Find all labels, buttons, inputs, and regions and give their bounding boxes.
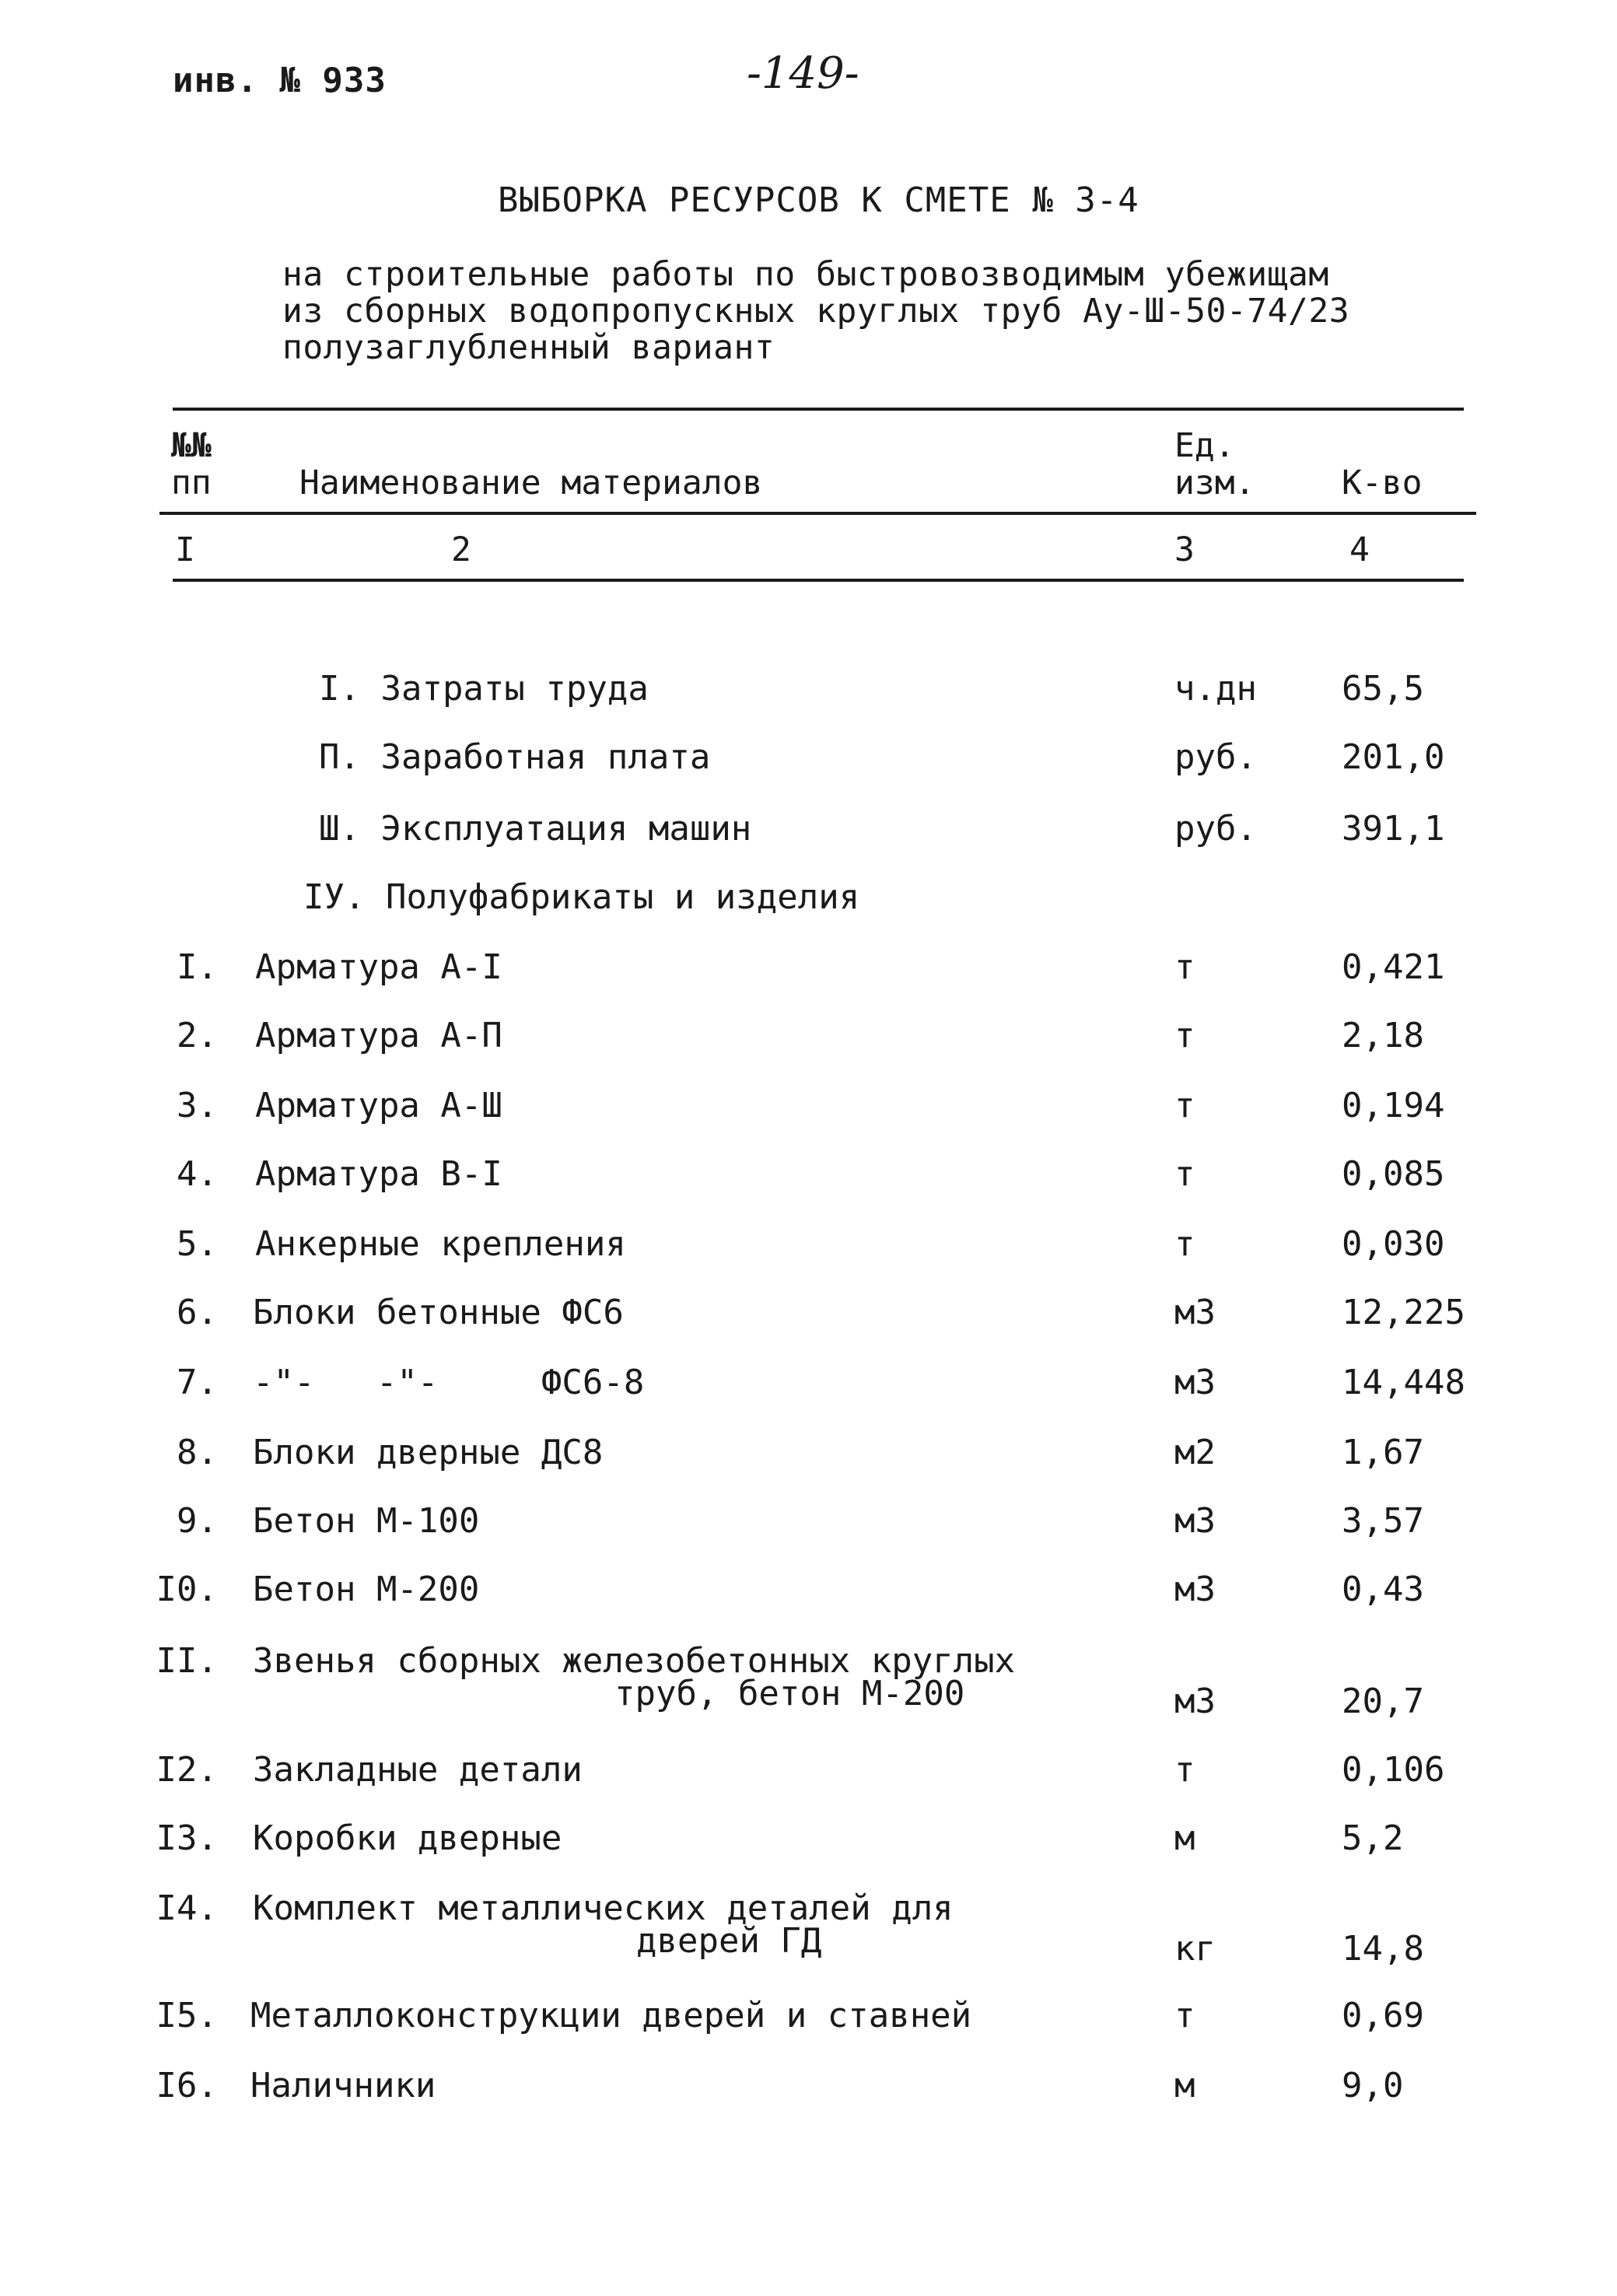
- row-unit: т: [1174, 1224, 1195, 1264]
- row-number: II.: [156, 1641, 218, 1681]
- header-num-line1: №№: [171, 426, 212, 465]
- row-name: Закладные детали: [253, 1750, 583, 1790]
- row-unit: м3: [1174, 1293, 1216, 1332]
- table-row: [0, 1016, 1617, 1078]
- header-unit-line1: Ед.: [1174, 426, 1235, 465]
- row-unit: т: [1174, 947, 1195, 987]
- document-title: ВЫБОРКА РЕСУРСОВ К СМЕТЕ № 3-4: [498, 180, 1139, 220]
- subtitle-line-2: из сборных водопропускных круглых труб Ау-Ш-50-74/23: [282, 292, 1350, 331]
- row-qty: 20,7: [1342, 1682, 1424, 1721]
- row-name: Наличники: [250, 2066, 436, 2105]
- row-number: I3.: [156, 1818, 218, 1858]
- row-unit: кг: [1174, 1929, 1216, 1969]
- table-row: [0, 1996, 1617, 2058]
- row-name: Арматура В-I: [255, 1154, 502, 1194]
- column-number-3: 3: [1174, 530, 1195, 569]
- subtitle-line-3: полузаглубленный вариант: [282, 328, 775, 367]
- section-unit: руб.: [1174, 737, 1257, 777]
- section-qty: 65,5: [1342, 669, 1424, 709]
- row-name: Арматура А-I: [255, 947, 502, 987]
- table-row: [0, 1363, 1617, 1425]
- row-unit: м3: [1174, 1363, 1216, 1402]
- header-num-line2: пп: [171, 464, 212, 502]
- table-row: [0, 1641, 1617, 1750]
- table-row: [0, 1750, 1617, 1812]
- section-row-wages: [0, 737, 1617, 800]
- table-row: [0, 1501, 1617, 1563]
- table-row: [0, 1433, 1617, 1495]
- row-qty: 0,194: [1342, 1086, 1445, 1125]
- table-row: [0, 1570, 1617, 1632]
- row-number: 3.: [177, 1086, 218, 1125]
- row-qty: 2,18: [1342, 1016, 1424, 1055]
- row-name: Звенья сборных железобетонных круглых: [253, 1641, 1016, 1681]
- row-name: Арматура А-Ш: [255, 1086, 502, 1125]
- row-name: Бетон М-200: [253, 1570, 480, 1609]
- row-unit: т: [1174, 1750, 1195, 1790]
- table-row: [0, 1818, 1617, 1881]
- section-label: I. Затраты труда: [319, 669, 649, 709]
- section-qty: 201,0: [1342, 737, 1445, 777]
- row-number: 4.: [177, 1154, 218, 1194]
- row-name-continuation: дверей ГД: [636, 1921, 822, 1961]
- section-label: IУ. Полуфабрикаты и изделия: [303, 877, 860, 917]
- row-qty: 0,43: [1342, 1570, 1424, 1609]
- row-number: I.: [177, 947, 218, 987]
- column-numbers-rule: [173, 579, 1464, 582]
- row-qty: 0,085: [1342, 1154, 1445, 1194]
- row-number: 6.: [177, 1293, 218, 1332]
- row-name: Бетон М-100: [253, 1501, 480, 1541]
- row-number: I2.: [156, 1750, 218, 1790]
- row-number: 7.: [177, 1363, 218, 1402]
- row-number: I4.: [156, 1888, 218, 1928]
- section-unit: ч.дн: [1174, 669, 1257, 709]
- table-row: [0, 1293, 1617, 1355]
- row-number: 2.: [177, 1016, 218, 1055]
- table-row: [0, 1888, 1617, 1997]
- row-name: Коробки дверные: [253, 1818, 562, 1858]
- section-qty: 391,1: [1342, 809, 1445, 849]
- row-name-continuation: труб, бетон М-200: [614, 1674, 965, 1713]
- row-name: Металлоконструкции дверей и ставней: [250, 1996, 972, 2035]
- column-number-4: 4: [1349, 530, 1370, 569]
- row-unit: т: [1174, 1086, 1195, 1125]
- row-qty: 1,67: [1342, 1433, 1424, 1472]
- row-unit: м3: [1174, 1501, 1216, 1541]
- table-row: [0, 2066, 1617, 2128]
- row-qty: 0,69: [1342, 1996, 1424, 2035]
- row-number: 5.: [177, 1224, 218, 1264]
- row-name: -"- -"- ФС6-8: [253, 1363, 645, 1402]
- row-unit: м2: [1174, 1433, 1216, 1472]
- row-qty: 12,225: [1342, 1293, 1465, 1332]
- row-unit: м3: [1174, 1682, 1216, 1721]
- header-bottom-rule: [159, 512, 1476, 515]
- column-number-1: I: [175, 530, 195, 569]
- section-row-products: [0, 877, 1617, 940]
- table-row: [0, 1224, 1617, 1286]
- row-qty: 0,421: [1342, 947, 1445, 987]
- row-number: I0.: [156, 1570, 218, 1609]
- row-qty: 5,2: [1342, 1818, 1404, 1858]
- row-qty: 3,57: [1342, 1501, 1424, 1541]
- row-number: I5.: [156, 1996, 218, 2035]
- row-number: 8.: [177, 1433, 218, 1472]
- header-qty: К-во: [1342, 464, 1423, 502]
- row-unit: м: [1174, 1818, 1195, 1858]
- page-number: -149-: [747, 48, 859, 99]
- row-unit: т: [1174, 1016, 1195, 1055]
- section-label: Ш. Эксплуатация машин: [319, 809, 752, 849]
- row-unit: т: [1174, 1996, 1195, 2035]
- header-unit-line2: изм.: [1174, 464, 1255, 502]
- column-number-2: 2: [451, 530, 471, 569]
- row-unit: м3: [1174, 1570, 1216, 1609]
- row-name: Блоки бетонные ФС6: [253, 1293, 624, 1332]
- row-qty: 14,8: [1342, 1929, 1424, 1969]
- row-qty: 9,0: [1342, 2066, 1404, 2105]
- row-qty: 14,448: [1342, 1363, 1465, 1402]
- row-name: Арматура А-П: [255, 1016, 502, 1055]
- row-qty: 0,030: [1342, 1224, 1445, 1264]
- row-name: Комплект металлических деталей для: [253, 1888, 954, 1928]
- table-row: [0, 1154, 1617, 1216]
- row-name: Анкерные крепления: [255, 1224, 626, 1264]
- section-unit: руб.: [1174, 809, 1257, 849]
- row-number: I6.: [156, 2066, 218, 2105]
- header-name: Наименование материалов: [299, 464, 763, 502]
- row-name: Блоки дверные ДС8: [253, 1433, 604, 1472]
- table-row: [0, 947, 1617, 1010]
- table-row: [0, 1086, 1617, 1148]
- row-unit: м: [1174, 2066, 1195, 2105]
- section-row-labor: [0, 669, 1617, 731]
- row-number: 9.: [177, 1501, 218, 1541]
- section-label: П. Заработная плата: [319, 737, 711, 777]
- subtitle-line-1: на строительные работы по быстровозводимым убежищам: [282, 255, 1329, 294]
- row-unit: т: [1174, 1154, 1195, 1194]
- table-top-rule: [173, 408, 1464, 411]
- section-row-machines: [0, 809, 1617, 871]
- row-qty: 0,106: [1342, 1750, 1445, 1790]
- inventory-number: инв. № 933: [173, 61, 387, 100]
